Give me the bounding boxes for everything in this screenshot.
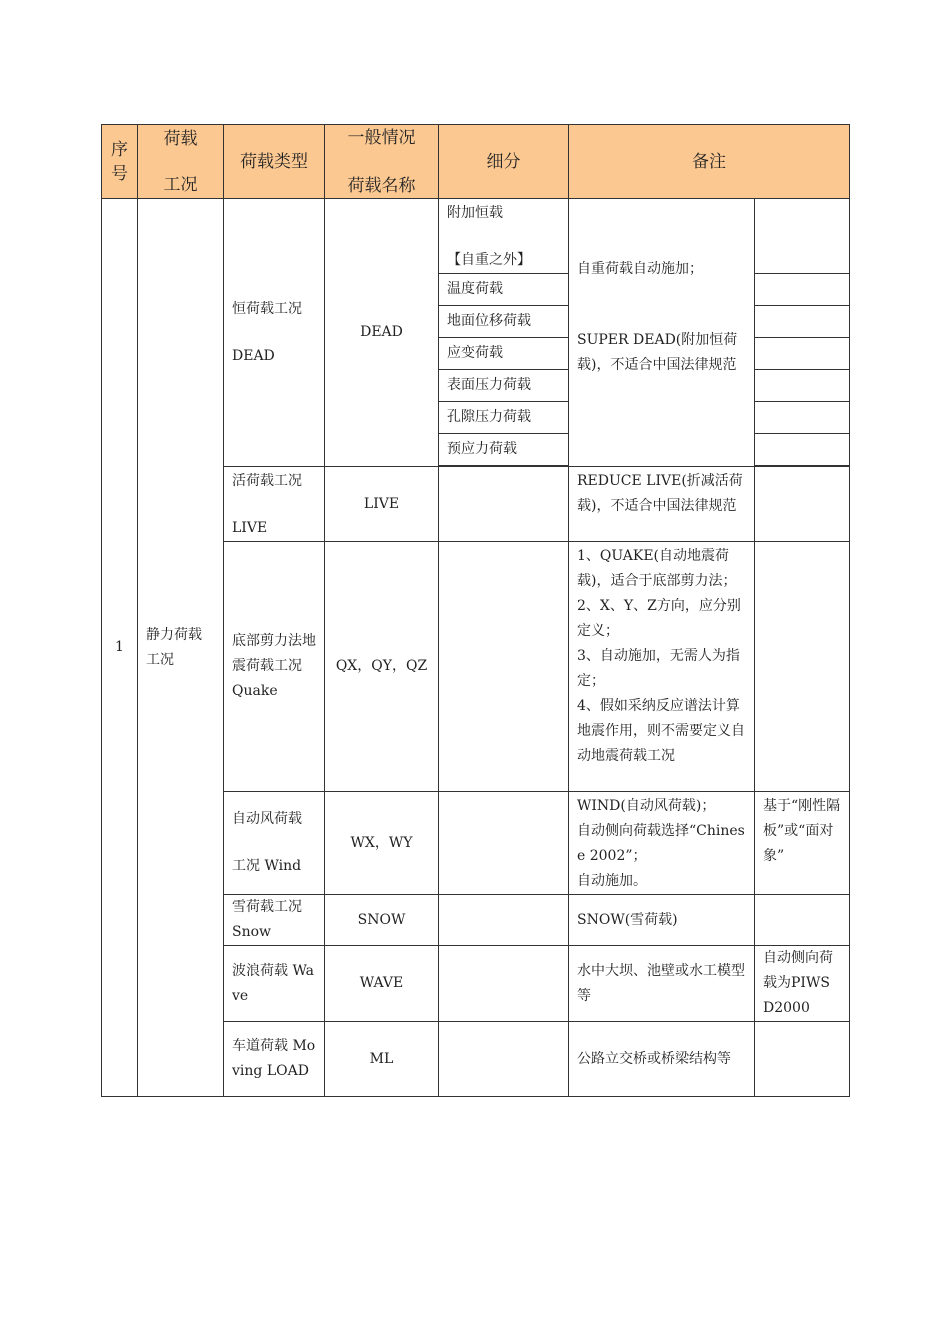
wave-remark-cell: 水中大坝、池壁或水工模型等 bbox=[569, 946, 755, 1022]
extra-cell bbox=[755, 895, 850, 946]
live-name-cell: LIVE bbox=[325, 467, 439, 542]
dead-remark-cell: 自重荷载自动施加； SUPER DEAD(附加恒荷载)，不适合中国法律规范 bbox=[569, 199, 755, 467]
extra-cell bbox=[755, 274, 850, 306]
snow-name-cell: SNOW bbox=[325, 895, 439, 946]
extra-cell bbox=[755, 306, 850, 338]
dead-sub-cell: 孔隙压力荷载 bbox=[439, 402, 569, 434]
snow-detail-cell bbox=[439, 895, 569, 946]
group-seq-cell: 1 bbox=[102, 199, 138, 1097]
moving-type-cell: 车道荷载 Moving LOAD bbox=[224, 1022, 325, 1097]
moving-remark-cell: 公路立交桥或桥梁结构等 bbox=[569, 1022, 755, 1097]
dead-sub-cell: 温度荷载 bbox=[439, 274, 569, 306]
wave-extra-cell: 自动侧向荷载为PIWSD2000 bbox=[755, 946, 850, 1022]
quake-detail-cell bbox=[439, 542, 569, 792]
extra-cell bbox=[755, 434, 850, 466]
extra-cell bbox=[755, 402, 850, 434]
extra-cell bbox=[755, 1022, 850, 1097]
wave-name-cell: WAVE bbox=[325, 946, 439, 1022]
table-row bbox=[102, 199, 850, 274]
header-general-name: 一般情况 荷载名称 bbox=[325, 125, 439, 199]
header-detail: 细分 bbox=[439, 125, 569, 199]
wind-type-cell: 自动风荷载 工况 Wind bbox=[224, 792, 325, 895]
wind-remark-cell: WIND(自动风荷载)； 自动侧向荷载选择“Chinese 2002”； 自动施加。 bbox=[569, 792, 755, 895]
extra-cell bbox=[755, 467, 850, 542]
extra-cell bbox=[755, 542, 850, 792]
header-remark: 备注 bbox=[569, 125, 850, 199]
extra-cell bbox=[755, 199, 850, 274]
wave-detail-cell bbox=[439, 946, 569, 1022]
header-row bbox=[102, 125, 850, 199]
live-type-cell: 活荷载工况 LIVE bbox=[224, 467, 325, 542]
quake-remark-cell: 1、QUAKE(自动地震荷载)，适合于底部剪力法； 2、X、Y、Z方向，应分别定义； 3、自动施加，无需人为指定； 4、假如采纳反应谱法计算地震作用，则不需要定义自动地震荷载工况 bbox=[569, 542, 755, 792]
header-load-case: 荷载 工况 bbox=[138, 125, 224, 199]
quake-name-cell: QX，QY，QZ bbox=[325, 542, 439, 792]
wind-extra-cell: 基于“刚性隔板”或“面对象” bbox=[755, 792, 850, 895]
wind-detail-cell bbox=[439, 792, 569, 895]
live-remark-cell: REDUCE LIVE(折减活荷载)，不适合中国法律规范 bbox=[569, 467, 755, 542]
dead-sub-cell: 应变荷载 bbox=[439, 338, 569, 370]
wave-type-cell: 波浪荷载 Wave bbox=[224, 946, 325, 1022]
extra-cell bbox=[755, 370, 850, 402]
dead-sub-cell: 地面位移荷载 bbox=[439, 306, 569, 338]
header-load-type: 荷载类型 bbox=[224, 125, 325, 199]
dead-type-cell: 恒荷载工况 DEAD bbox=[224, 199, 325, 467]
extra-cell bbox=[755, 338, 850, 370]
dead-sub-cell: 表面压力荷载 bbox=[439, 370, 569, 402]
dead-sub-cell: 预应力荷载 bbox=[439, 434, 569, 466]
live-detail-cell bbox=[439, 467, 569, 542]
moving-name-cell: ML bbox=[325, 1022, 439, 1097]
dead-sub-cell: 附加恒载 【自重之外】 bbox=[439, 199, 569, 274]
wind-name-cell: WX，WY bbox=[325, 792, 439, 895]
dead-name-cell: DEAD bbox=[325, 199, 439, 467]
group-case-cell: 静力荷载工况 bbox=[138, 199, 224, 1097]
snow-remark-cell: SNOW(雪荷载) bbox=[569, 895, 755, 946]
header-seq: 序号 bbox=[102, 125, 138, 199]
quake-type-cell: 底部剪力法地震荷载工况 Quake bbox=[224, 542, 325, 792]
load-case-table bbox=[101, 124, 850, 1097]
snow-type-cell: 雪荷载工况 Snow bbox=[224, 895, 325, 946]
moving-detail-cell bbox=[439, 1022, 569, 1097]
